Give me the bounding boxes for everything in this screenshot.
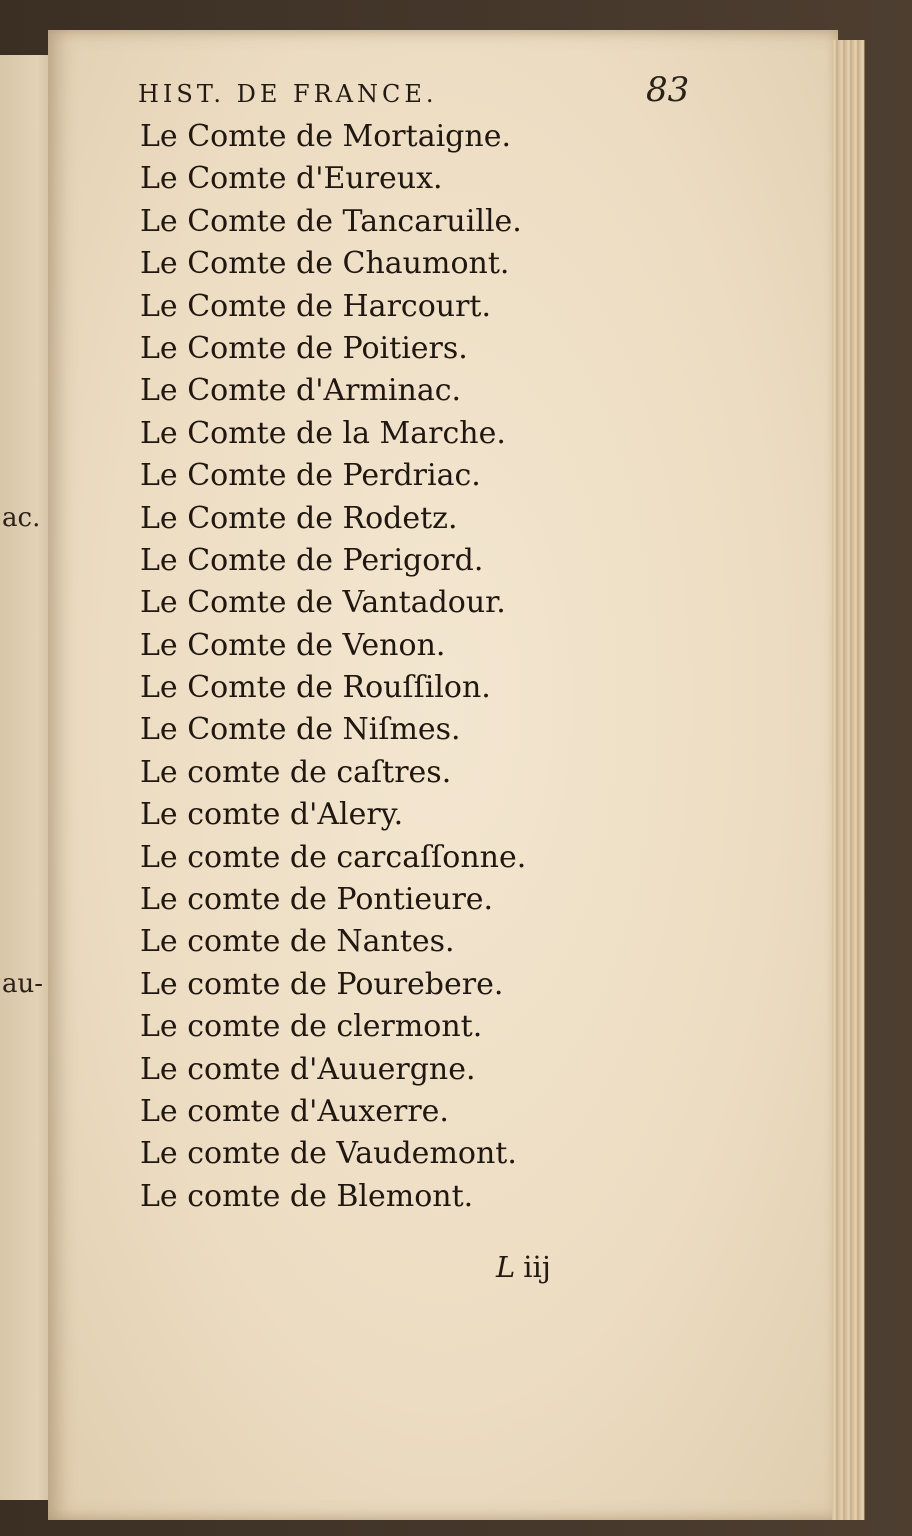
signature-mark — [496, 1250, 551, 1284]
list-item: Le Comte de Vantadour. — [140, 585, 506, 621]
list-item: Le comte de Vaudemont. — [140, 1136, 517, 1172]
list-item: Le Comte de Perigord. — [140, 542, 484, 578]
list-item: Le comte de caſtres. — [140, 754, 452, 790]
page-number: 83 — [646, 70, 690, 110]
list-item: Le Comte de Mortaigne. — [140, 119, 511, 154]
page-edges — [832, 40, 865, 1520]
signature-letter: L — [496, 1250, 516, 1284]
list-item: Le Comte de Venon. — [140, 627, 446, 663]
list-item: Le Comte de Rouſſilon. — [140, 670, 491, 706]
list-item: Le Comte de Rodetz. — [140, 500, 458, 536]
list-item: Le Comte de Poitiers. — [140, 330, 468, 366]
signature-number: iij — [523, 1250, 551, 1284]
list-item: Le Comte d'Eureux. — [140, 161, 443, 197]
list-item: Le comte de Pontieure. — [140, 882, 494, 918]
facing-page-fragment: ac. — [2, 503, 41, 533]
title-list — [140, 116, 526, 1218]
list-item: Le Comte de Tancaruille. — [140, 203, 522, 239]
list-item: Le comte de Pourebere. — [140, 966, 504, 1002]
list-item: Le Comte de la Marche. — [140, 415, 506, 451]
list-item: Le comte de carcaſſonne. — [140, 839, 527, 875]
list-item: Le Comte de Chaumont. — [140, 246, 510, 282]
running-header: HIST. DE FRANCE. — [138, 80, 438, 108]
list-item: Le comte de Blemont. — [140, 1178, 474, 1214]
facing-page-fragment: au- — [2, 969, 44, 999]
list-item: Le Comte de Niſmes. — [140, 712, 461, 748]
list-item: Le comte de clermont. — [140, 1009, 483, 1045]
list-item: Le Comte de Perdriac. — [140, 458, 481, 494]
list-item: Le comte d'Auuergne. — [140, 1051, 476, 1087]
list-item: Le comte de Nantes. — [140, 924, 455, 960]
list-item: Le comte d'Alery. — [140, 797, 404, 833]
list-item: Le comte d'Auxerre. — [140, 1093, 449, 1129]
list-item: Le Comte d'Arminac. — [140, 373, 462, 409]
list-item: Le Comte de Harcourt. — [140, 288, 492, 324]
